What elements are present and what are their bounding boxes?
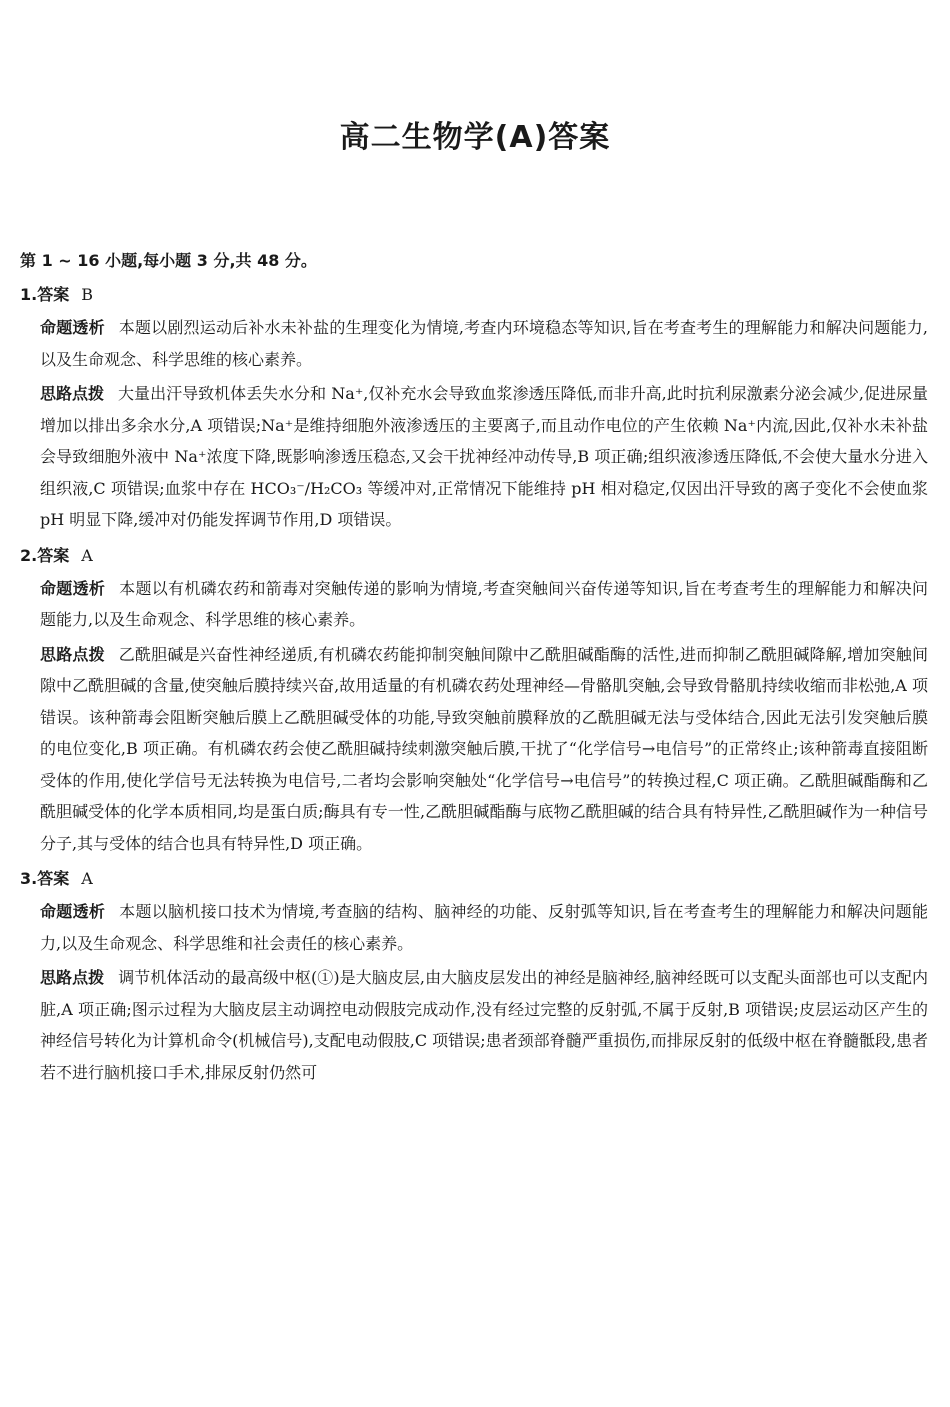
section-note: 第 1 ~ 16 小题,每小题 3 分,共 48 分。 — [20, 251, 317, 270]
hint-paragraph — [20, 962, 928, 1088]
answer-label: 答案 — [37, 545, 70, 565]
page-title: 高二生物学(A)答案 — [339, 120, 611, 155]
question-block — [20, 539, 928, 860]
hint-text: 乙酰胆碱是兴奋性神经递质,有机磷农药能抑制突触间隙中乙酰胆碱酯酶的活性,进而抑制乙酰胆碱降解,增加突触间隙中乙酰胆碱的含量,使突触后膜持续兴奋,故用适量的有机磷农药处理神经—骨骼肌突触,会导致骨骼肌持续收缩而非松弛,A 项错误。该种箭毒会阻断突触后膜上乙酰胆碱受体的功能,导致突触前膜释放的乙酰胆碱无法与受体结合,因此无法引发突触后膜的电位变化,B 项正确。有机磷农药会使乙酰胆碱持续刺激突触后膜,干扰了“化学信号→电信号”的正常终止;该种箭毒直接阻断受体的作用,使化学信号无法转换为电信号,二者均会影响突触处“化学信号→电信号”的转换过程,C 项正确。乙酰胆碱酯酶和乙酰胆碱受体的化学本质相同,均是蛋白质;酶具有专一性,乙酰胆碱酯酶与底物乙酰胆碱的结合具有特异性,乙酰胆碱作为一种信号分子,其与受体的结合也具有特异性,D 项正确。 — [40, 644, 928, 853]
analysis-label: 命题透析 — [40, 318, 105, 337]
question-answer-line — [20, 862, 928, 896]
question-answer-line — [20, 278, 928, 312]
question-number: 2. — [20, 545, 38, 565]
answer-label: 答案 — [37, 285, 70, 304]
question-answer-line — [20, 539, 928, 573]
analysis-paragraph — [20, 896, 928, 959]
analysis-paragraph — [20, 573, 928, 636]
hint-text: 调节机体活动的最高级中枢(①)是大脑皮层,由大脑皮层发出的神经是脑神经,脑神经既可以支配头面部也可以支配内脏,A 项正确;图示过程为大脑皮层主动调控电动假肢完成动作,没有经过完整的反射弧,不属于反射,B 项错误;皮层运动区产生的神经信号转化为计算机命令(机械信号),支配电动假肢,C 项错误;患者颈部脊髓严重损伤,而排尿反射的低级中枢在脊髓骶段,患者若不进行脑机接口手术,排尿反射仍然可 — [40, 968, 928, 1082]
hint-label: 思路点拨 — [40, 384, 105, 403]
answer-value: A — [81, 869, 93, 888]
answer-value: B — [81, 285, 93, 304]
question-number: 3. — [20, 869, 38, 888]
hint-text: 大量出汗导致机体丢失水分和 Na⁺,仅补充水会导致血浆渗透压降低,而非升高,此时抗利尿激素分泌会减少,促进尿量增加以排出多余水分,A 项错误;Na⁺是维持细胞外液渗透压的主要离子,而且动作电位的产生依赖 Na⁺内流,因此,仅补水未补盐会导致细胞外液中 Na⁺浓度下降,既影响渗透压稳态,又会干扰神经冲动传导,B 项正确;组织液渗透压降低,不会使大量水分进入组织液,C 项错误;血浆中存在 HCO₃⁻/H₂CO₃ 等缓冲对,正常情况下能维持 pH 相对稳定,仅因出汗导致的离子变化不会使血浆 pH 明显下降,缓冲对仍能发挥调节作用,D 项错误。 — [40, 384, 928, 529]
analysis-label: 命题透析 — [40, 578, 106, 598]
hint-label: 思路点拨 — [40, 968, 105, 987]
answer-content — [20, 244, 928, 1091]
answer-label: 答案 — [37, 869, 70, 888]
hint-label: 思路点拨 — [40, 644, 105, 664]
analysis-paragraph — [20, 312, 928, 375]
analysis-text: 本题以脑机接口技术为情境,考查脑的结构、脑神经的功能、反射弧等知识,旨在考查考生的理解能力和解决问题能力,以及生命观念、科学思维和社会责任的核心素养。 — [40, 902, 928, 953]
hint-paragraph — [20, 378, 928, 536]
question-block — [20, 862, 928, 1088]
hint-paragraph — [20, 639, 928, 860]
analysis-label: 命题透析 — [40, 902, 106, 921]
analysis-text: 本题以有机磷农药和箭毒对突触传递的影响为情境,考查突触间兴奋传递等知识,旨在考查考生的理解能力和解决问题能力,以及生命观念、科学思维的核心素养。 — [40, 578, 928, 629]
answer-value: A — [81, 545, 93, 565]
analysis-text: 本题以剧烈运动后补水未补盐的生理变化为情境,考查内环境稳态等知识,旨在考查考生的理解能力和解决问题能力,以及生命观念、科学思维的核心素养。 — [40, 318, 928, 369]
question-block — [20, 278, 928, 536]
question-number: 1. — [20, 285, 38, 304]
